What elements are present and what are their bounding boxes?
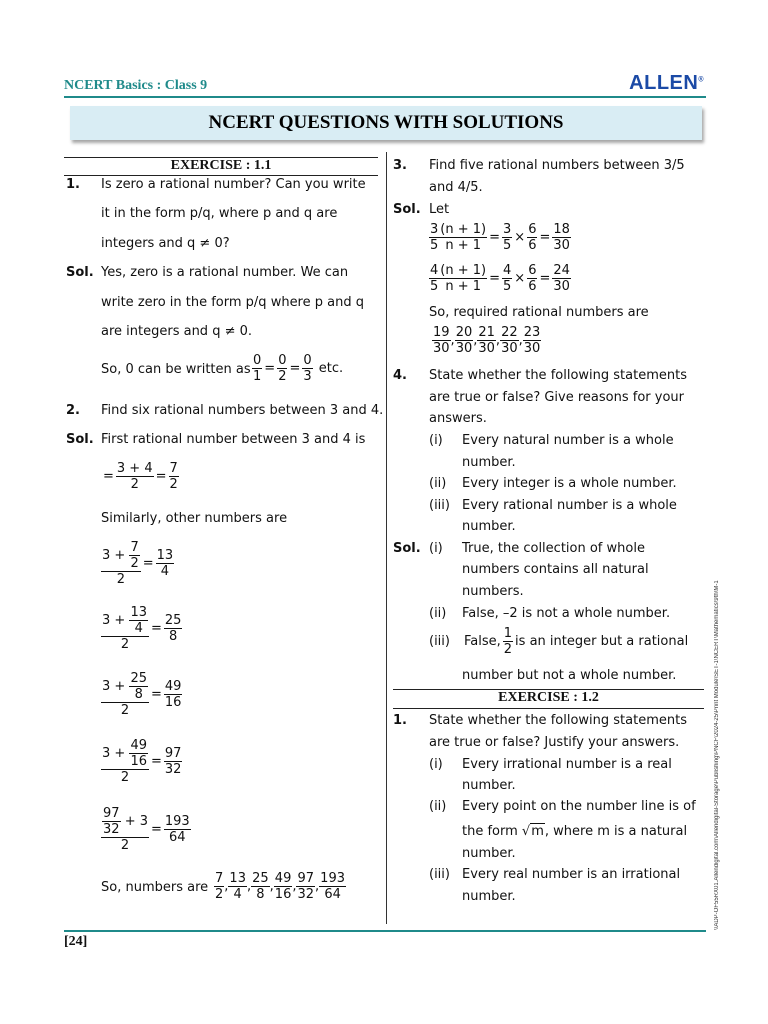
item-text: Every integer is a whole number. bbox=[462, 476, 677, 491]
solution-text: Yes, zero is a rational number. We can bbox=[101, 265, 349, 280]
item-text: number. bbox=[462, 778, 516, 793]
registered-mark: ® bbox=[698, 76, 704, 84]
fraction: $\frac{3 + 4}{2}$ bbox=[116, 461, 153, 492]
question-number: 2. bbox=[66, 403, 80, 418]
item-number: (i) bbox=[429, 757, 443, 772]
allen-logo bbox=[629, 72, 704, 95]
equation-fourth-number: 3 + $\frac{25}{8}$ 2 = $\frac{49}{16}$ bbox=[102, 671, 182, 718]
exercise-rule-bottom bbox=[64, 175, 378, 176]
fraction: $\frac{49}{16}$ bbox=[164, 679, 182, 710]
item-text-sqrt-line: the form √m, where m is a natural bbox=[462, 824, 688, 839]
fraction: $\frac{7}{2}$ bbox=[169, 461, 178, 492]
question-text: and 4/5. bbox=[429, 180, 483, 195]
solution-text: Let bbox=[429, 202, 450, 217]
footer-rule bbox=[64, 930, 706, 932]
question-text: it in the form p/q, where p and q are bbox=[101, 206, 338, 221]
question-number: 3. bbox=[393, 158, 407, 173]
question-text: integers and q ≠ 0? bbox=[101, 236, 230, 251]
item-text: number. bbox=[462, 846, 516, 861]
equation-fifth-number: 3 + $\frac{49}{16}$ 2 = $\frac{97}{32}$ bbox=[102, 738, 182, 785]
question-text: Is zero a rational number? Can you write bbox=[101, 177, 366, 192]
header-rule bbox=[64, 96, 706, 98]
fraction: $\frac{0}{2}$ bbox=[278, 353, 287, 384]
solution-text: So, 0 can be written as bbox=[101, 362, 251, 377]
item-number: (ii) bbox=[429, 606, 447, 621]
item-number: (ii) bbox=[429, 476, 447, 491]
solution-text: First rational number between 3 and 4 is bbox=[101, 432, 366, 447]
item-number: (iii) bbox=[429, 867, 450, 882]
equation-second-number: 3 + $\frac{7}{2}$ 2 = $\frac{13}{4}$ bbox=[102, 540, 174, 587]
exercise-rule-bottom bbox=[393, 708, 704, 709]
item-number: (iii) bbox=[429, 634, 450, 649]
solution-label: Sol. bbox=[393, 202, 421, 217]
solution-label: Sol. bbox=[66, 432, 94, 447]
compound-fraction: 3 + $\frac{25}{8}$ 2 bbox=[102, 671, 147, 718]
solution-text: number but not a whole number. bbox=[462, 668, 677, 683]
question-text: Find six rational numbers between 3 and 4. bbox=[101, 403, 384, 418]
fraction: $\frac{25}{8}$ bbox=[164, 613, 182, 644]
solution-iii-line: False, $\frac{1}{2}$ is an integer but a rational bbox=[464, 626, 689, 657]
compound-fraction: $\frac{97}{32}$ + 3 2 bbox=[103, 806, 148, 853]
item-text: number. bbox=[462, 519, 516, 534]
equation-three-fifths: $\frac{3}{5}$ $\frac{(n + 1)}{n + 1}$ = $\frac{3}{5}$ × $\frac{6}{6}$ = $\frac{18}{30}$ bbox=[430, 222, 570, 253]
solution-label: Sol. bbox=[393, 541, 421, 556]
compound-fraction: 3 + $\frac{7}{2}$ 2 bbox=[102, 540, 139, 587]
solution-text: numbers. bbox=[462, 584, 524, 599]
column-divider bbox=[386, 152, 387, 924]
solution-text: True, the collection of whole bbox=[462, 541, 645, 556]
equation-four-fifths: $\frac{4}{5}$ $\frac{(n + 1)}{n + 1}$ = $\frac{4}{5}$ × $\frac{6}{6}$ = $\frac{24}{30}$ bbox=[430, 263, 570, 294]
page-number: [24] bbox=[64, 934, 88, 949]
equation-third-number: 3 + $\frac{13}{4}$ 2 = $\frac{25}{8}$ bbox=[102, 605, 182, 652]
page-header bbox=[64, 72, 704, 98]
item-number: (iii) bbox=[429, 498, 450, 513]
fraction: $\frac{13}{4}$ bbox=[156, 548, 174, 579]
solution-text: False, –2 is not a whole number. bbox=[462, 606, 671, 621]
item-number: (i) bbox=[429, 541, 443, 556]
exercise-heading-1-2: EXERCISE : 1.2 bbox=[498, 690, 599, 705]
question-text: are true or false? Justify your answers. bbox=[429, 735, 680, 750]
question-number: 4. bbox=[393, 368, 407, 383]
compound-fraction: 3 + $\frac{49}{16}$ 2 bbox=[102, 738, 147, 785]
logo-text: ALLEN bbox=[629, 72, 699, 94]
item-text: Every point on the number line is of bbox=[462, 799, 696, 814]
etc-text: etc. bbox=[318, 361, 344, 376]
fraction: $\frac{193}{64}$ bbox=[164, 814, 190, 845]
solution-text: So, numbers are bbox=[101, 880, 209, 895]
five-numbers-list: $\frac{19}{30}$ , $\frac{20}{30}$ , $\frac{21}{30}$ , $\frac{22}{30}$ , $\frac{23}{30}$ bbox=[433, 325, 541, 356]
page-title: NCERT QUESTIONS WITH SOLUTIONS bbox=[70, 106, 702, 140]
item-text: Every irrational number is a real bbox=[462, 757, 672, 772]
fraction: $\frac{97}{32}$ bbox=[164, 746, 182, 777]
solution-text: numbers contains all natural bbox=[462, 562, 649, 577]
question-text: State whether the following statements bbox=[429, 368, 687, 383]
zero-fractions: $\frac{0}{1}$ = $\frac{0}{2}$ = $\frac{0}{3}$ etc. bbox=[253, 353, 344, 384]
item-number: (ii) bbox=[429, 799, 447, 814]
fraction: $\frac{0}{3}$ bbox=[303, 353, 312, 384]
solution-text: write zero in the form p/q where p and q bbox=[101, 295, 364, 310]
exercise-heading-1-1: EXERCISE : 1.1 bbox=[170, 158, 272, 173]
question-text: Find five rational numbers between 3/5 bbox=[429, 158, 685, 173]
solution-label: Sol. bbox=[66, 265, 94, 280]
item-text: Every rational number is a whole bbox=[462, 498, 677, 513]
question-text: State whether the following statements bbox=[429, 713, 687, 728]
fraction: $\frac{0}{1}$ bbox=[253, 353, 262, 384]
six-numbers-list: $\frac{7}{2}$ , $\frac{13}{4}$ , $\frac{25}{8}$ , $\frac{49}{16}$ , $\frac{97}{32}$ , $\frac{193}{64}$ bbox=[215, 871, 345, 902]
equation-sixth-number: $\frac{97}{32}$ + 3 2 = $\frac{193}{64}$ bbox=[103, 806, 190, 853]
solution-text: Similarly, other numbers are bbox=[101, 511, 288, 526]
question-text: are true or false? Give reasons for your bbox=[429, 390, 684, 405]
question-text: answers. bbox=[429, 411, 487, 426]
equation-first-number: = $\frac{3 + 4}{2}$ = $\frac{7}{2}$ bbox=[103, 461, 178, 492]
item-text: number. bbox=[462, 455, 516, 470]
solution-text: are integers and q ≠ 0. bbox=[101, 324, 253, 339]
question-number: 1. bbox=[393, 713, 407, 728]
question-number: 1. bbox=[66, 177, 80, 192]
series-title: NCERT Basics : Class 9 bbox=[64, 78, 208, 93]
item-text: Every natural number is a whole bbox=[462, 433, 674, 448]
file-path-code: \\ADP-OF55RX01.Allendigital.com\Allendigital-Storage\Publishing\PNCF\2024-25\Print Module\SET-1\NCERT\Mathematics\9th\M-1 bbox=[714, 580, 720, 930]
compound-fraction: 3 + $\frac{13}{4}$ 2 bbox=[102, 605, 147, 652]
item-text: number. bbox=[462, 889, 516, 904]
solution-text: So, required rational numbers are bbox=[429, 305, 649, 320]
item-number: (i) bbox=[429, 433, 443, 448]
item-text: Every real number is an irrational bbox=[462, 867, 681, 882]
